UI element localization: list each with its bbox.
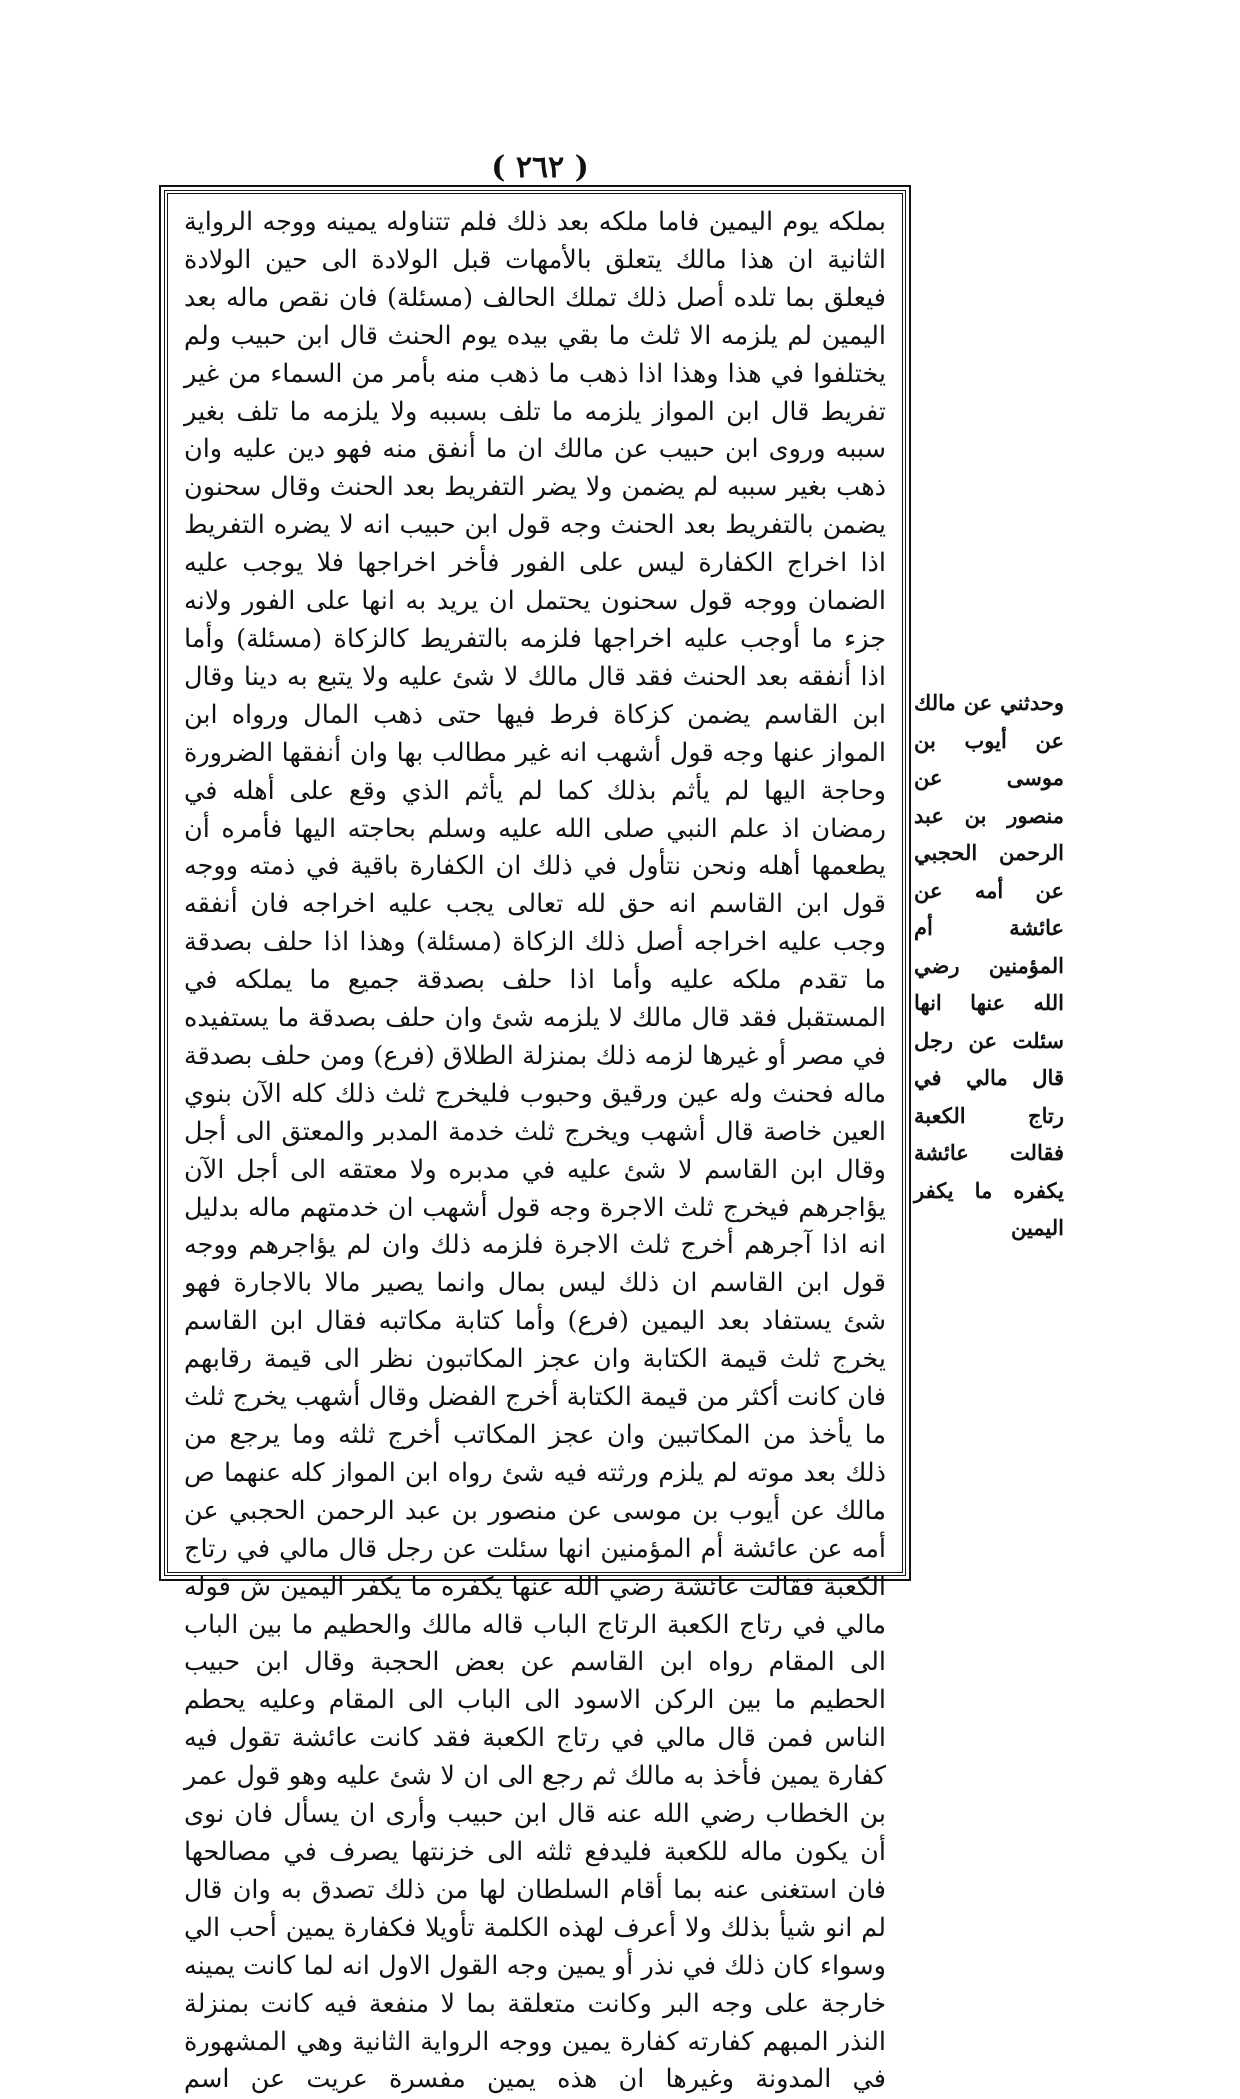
main-text-frame [164, 190, 906, 2095]
main-text-body: بملكه يوم اليمين فاما ملكه بعد ذلك فلم تتناوله يمينه ووجه الرواية الثانية ان هذا مالك يتعلق بالأمهات قبل الولادة الى حين الولادة فيعلق بما تلده أصل ذلك تملك الحالف (مسئلة) فان نقص ماله بعد اليمين لم يلزمه الا ثلث ما بقي بيده يوم الحنث قال ابن حبيب ولم يختلفوا في هذا وهذا اذا ذهب ما ذهب منه بأمر من السماء من غير تفريط قال ابن المواز يلزمه ما تلف بسببه ولا يلزمه ما تلف بغير سببه وروى ابن حبيب عن مالك ان ما أنفق منه فهو دين عليه وان ذهب بغير سببه لم يضمن ولا يضر التفريط بعد الحنث وقال سحنون يضمن بالتفريط بعد الحنث وجه قول ابن حبيب انه لا يضره التفريط اذا اخراج الكفارة ليس على الفور فأخر اخراجها فلا يوجب عليه الضمان ووجه قول سحنون يحتمل ان يريد به انها على الفور ولانه جزء ما أوجب عليه اخراجها فلزمه بالتفريط كالزكاة (مسئلة) وأما اذا أنفقه بعد الحنث فقد قال مالك لا شئ عليه ولا يتبع به دينا وقال ابن القاسم يضمن كزكاة فرط فيها حتى ذهب المال ورواه ابن المواز عنها وجه قول أشهب انه غير مطالب بها وان أنفقها الضرورة وحاجة اليها لم يأثم بذلك كما لم يأثم الذي وقع على أهله في رمضان اذ علم النبي صلى الله عليه وسلم بحاجته اليها فأمره أن يطعمها أهله ونحن نتأول في ذلك ان الكفارة باقية في ذمته ووجه قول ابن القاسم انه حق لله تعالى يجب عليه اخراجه فان أنفقه وجب عليه اخراجه أصل ذلك الزكاة (مسئلة) وهذا اذا حلف بصدقة ما تقدم ملكه عليه وأما اذا حلف بصدقة جميع ما يملكه في المستقبل فقد قال مالك لا يلزمه شئ وان حلف بصدقة ما يستفيده في مصر أو غيرها لزمه ذلك بمنزلة الطلاق (فرع) ومن حلف بصدقة ماله فحنث وله عين ورقيق وحبوب فليخرج ثلث ذلك كله الآن بنوي العين خاصة قال أشهب ويخرج ثلث خدمة المدبر والمعتق الى أجل وقال ابن القاسم لا شئ عليه في مدبره ولا معتقه الى أجل الآن يؤاجرهم فيخرج ثلث الاجرة وجه قول أشهب ان خدمتهم ماله بدليل انه اذا آجرهم أخرج ثلث الاجرة فلزمه ذلك وان لم يؤاجرهم ووجه قول ابن القاسم ان ذلك ليس بمال وانما يصير مالا بالاجارة فهو شئ يستفاد بعد اليمين (فرع) وأما كتابة مكاتبه فقال ابن القاسم يخرج ثلث قيمة الكتابة وان عجز المكاتبون نظر الى قيمة رقابهم فان كانت أكثر من قيمة الكتابة أخرج الفضل وقال أشهب يخرج ثلث ما يأخذ من المكاتبين وان عجز المكاتب أخرج ثلثه وما يرجع من ذلك بعد موته لم يلزم ورثته فيه شئ رواه ابن المواز كله عنهما ص مالك عن أيوب بن موسى عن منصور بن عبد الرحمن الحجبي عن أمه عن عائشة أم المؤمنين انها سئلت عن رجل قال مالي في رتاج الكعبة فقالت عائشة رضي الله عنها يكفره ما يكفر اليمين ش قوله مالي في رتاج الكعبة الرتاج الباب قاله مالك والحطيم ما بين الباب الى المقام رواه ابن القاسم عن بعض الحجبة وقال ابن حبيب الحطيم ما بين الركن الاسود الى الباب الى المقام وعليه يحطم الناس فمن قال مالي في رتاج الكعبة فقد كانت عائشة تقول فيه كفارة يمين فأخذ به مالك ثم رجع الى ان لا شئ عليه وهو قول عمر بن الخطاب رضي الله عنه قال ابن حبيب وأرى ان يسأل فان نوى أن يكون ماله للكعبة فليدفع ثلثه الى خزنتها يصرف في مصالحها فان استغنى عنه بما أقام السلطان لها من ذلك تصدق به وان قال لم انو شيأ بذلك ولا أعرف لهذه الكلمة تأويلا فكفارة يمين أحب الي وسواء كان ذلك في نذر أو يمين وجه القول الاول انه لما كانت يمينه خارجة على وجه البر وكانت متعلقة بما لا منفعة فيه كانت بمنزلة النذر المبهم كفارته كفارة يمين ووجه الرواية الثانية وهي المشهورة في المدونة وغيرها ان هذه يمين مفسرة عريت عن اسم [184, 207, 887, 2095]
page-number: ( ٢٦٢ ) [491, 150, 589, 185]
margin-note: وحدثني عن مالك عن أيوب بن موسى عن منصور بن عبد الرحمن الحجبي عن أمه عن عائشة أم المؤمنين رضي الله عنها انها سئلت عن رجل قال مالي في رتاج الكعبة فقالت عائشة يكفره ما يكفر اليمين [914, 690, 1064, 1240]
